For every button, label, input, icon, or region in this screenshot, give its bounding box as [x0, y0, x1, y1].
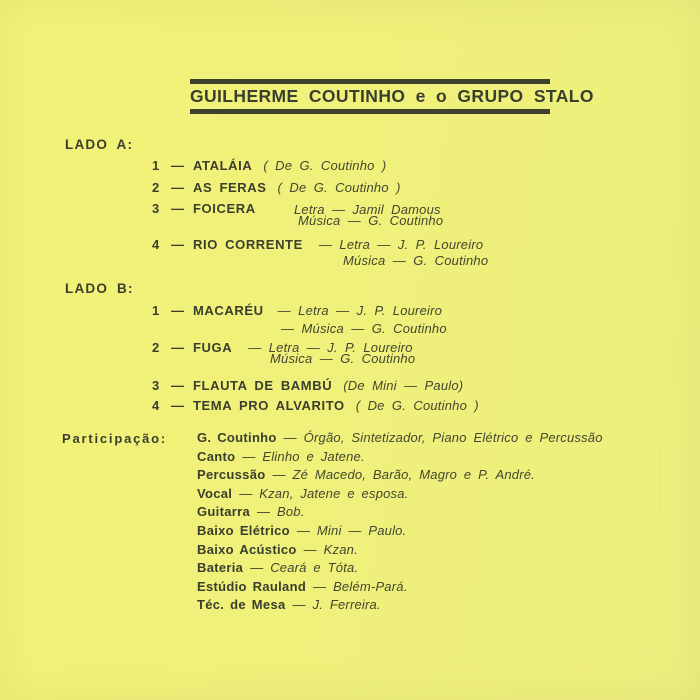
track-note: ( De G. Coutinho ): [263, 158, 387, 173]
track-note-line2: Música — G. Coutinho: [298, 213, 444, 228]
credit-value: J. Ferreira.: [312, 597, 381, 613]
credits-label: Participação:: [62, 431, 168, 446]
credit-role: Vocal: [197, 485, 233, 501]
credit-dash: —: [292, 597, 306, 613]
title-rule-bottom: [190, 109, 550, 114]
credit-role: Baixo Elétrico: [197, 522, 290, 538]
credit-line: [197, 559, 603, 578]
track-number: 3: [152, 378, 160, 393]
track-note-line1: — Letra — J. P. Loureiro: [248, 340, 413, 355]
credit-line: [197, 541, 603, 560]
track-number: 3: [152, 201, 160, 216]
credit-dash: —: [303, 541, 317, 557]
track-dash: —: [171, 303, 184, 318]
track-number: 2: [152, 180, 160, 195]
track-number: 1: [152, 303, 160, 318]
credit-role: Estúdio Rauland: [197, 578, 307, 594]
side-a-label: LADO A:: [65, 137, 134, 152]
credit-dash: —: [272, 467, 286, 483]
track-row-b3: [152, 379, 463, 392]
track-note-line2: Música — G. Coutinho: [270, 351, 416, 366]
track-title: ATALÁIA: [193, 158, 253, 173]
track-dash: —: [171, 180, 184, 195]
track-dash: —: [171, 158, 184, 173]
credit-value: Órgão, Sintetizador, Piano Elétrico e Percussão: [303, 430, 603, 445]
track-number: 4: [152, 237, 160, 252]
track-row-a1: [152, 159, 386, 172]
credit-dash: —: [242, 448, 256, 464]
track-number: 2: [152, 340, 160, 355]
title-rule-top: [190, 79, 550, 84]
credit-value: Belém-Pará.: [333, 578, 408, 594]
credit-dash: —: [250, 560, 264, 576]
track-note-line2: Música — G. Coutinho: [343, 253, 489, 268]
track-note-line1: Letra — Jamil Damous: [294, 202, 441, 217]
credit-line: [197, 466, 603, 485]
credit-role: Bateria: [197, 560, 244, 576]
track-dash: —: [171, 201, 184, 216]
track-note: ( De G. Coutinho ): [277, 180, 401, 195]
credit-dash: —: [256, 504, 270, 520]
track-note-line1: — Letra — J. P. Loureiro: [318, 237, 484, 252]
track-number: 1: [152, 158, 160, 173]
track-dash: —: [171, 398, 184, 413]
credit-dash: —: [283, 430, 297, 445]
credit-line: [197, 596, 603, 615]
credit-value: Elinho e Jatene.: [262, 448, 365, 464]
track-row-a4: [152, 238, 483, 251]
track-title: RIO CORRENTE: [193, 237, 303, 252]
album-title: GUILHERME COUTINHO e o GRUPO STALO: [190, 86, 594, 106]
track-number: 4: [152, 398, 160, 413]
track-title: MACARÉU: [193, 303, 264, 318]
track-title: FUGA: [193, 340, 233, 355]
track-dash: —: [171, 378, 184, 393]
credit-line: [197, 448, 603, 467]
track-row-a3: [152, 202, 256, 215]
credit-value: Zé Macedo, Barão, Magro e P. André.: [292, 467, 535, 483]
track-row-b4: [152, 399, 479, 412]
track-dash: —: [171, 340, 184, 355]
credit-line: [197, 429, 603, 448]
credit-line: [197, 503, 603, 522]
credit-role: Canto: [197, 448, 236, 464]
track-note: ( De G. Coutinho ): [355, 398, 479, 413]
track-note-line1: — Letra — J. P. Loureiro: [277, 303, 443, 318]
credit-role: Percussão: [197, 467, 266, 483]
credit-role: Baixo Acústico: [197, 541, 297, 557]
track-title: TEMA PRO ALVARITO: [193, 398, 345, 413]
credit-role: Téc. de Mesa: [197, 597, 286, 613]
track-row-b1: [152, 304, 442, 317]
track-title: AS FERAS: [193, 180, 267, 195]
credit-dash: —: [296, 522, 310, 538]
track-note-line2: — Música — G. Coutinho: [281, 321, 447, 336]
credit-value: Bob.: [276, 504, 305, 520]
credit-value: Kzan, Jatene e esposa.: [259, 485, 409, 501]
credit-line: [197, 578, 603, 597]
track-title: FOICERA: [193, 201, 256, 216]
credit-value: Kzan.: [323, 541, 358, 557]
credit-line: [197, 485, 603, 504]
credit-value: Ceará e Tóta.: [270, 560, 359, 576]
side-b-label: LADO B:: [65, 281, 134, 296]
track-row-a2: [152, 181, 401, 194]
credit-dash: —: [239, 485, 253, 501]
credit-dash: —: [313, 578, 327, 594]
track-title: FLAUTA DE BAMBÚ: [193, 378, 333, 393]
credit-role: Guitarra: [197, 504, 250, 520]
credit-role: G. Coutinho: [197, 430, 277, 445]
track-dash: —: [171, 237, 184, 252]
credit-line: [197, 522, 603, 541]
credit-value: Mini — Paulo.: [316, 522, 407, 538]
credits-list: [197, 429, 603, 615]
track-note: (De Mini — Paulo): [343, 378, 464, 393]
